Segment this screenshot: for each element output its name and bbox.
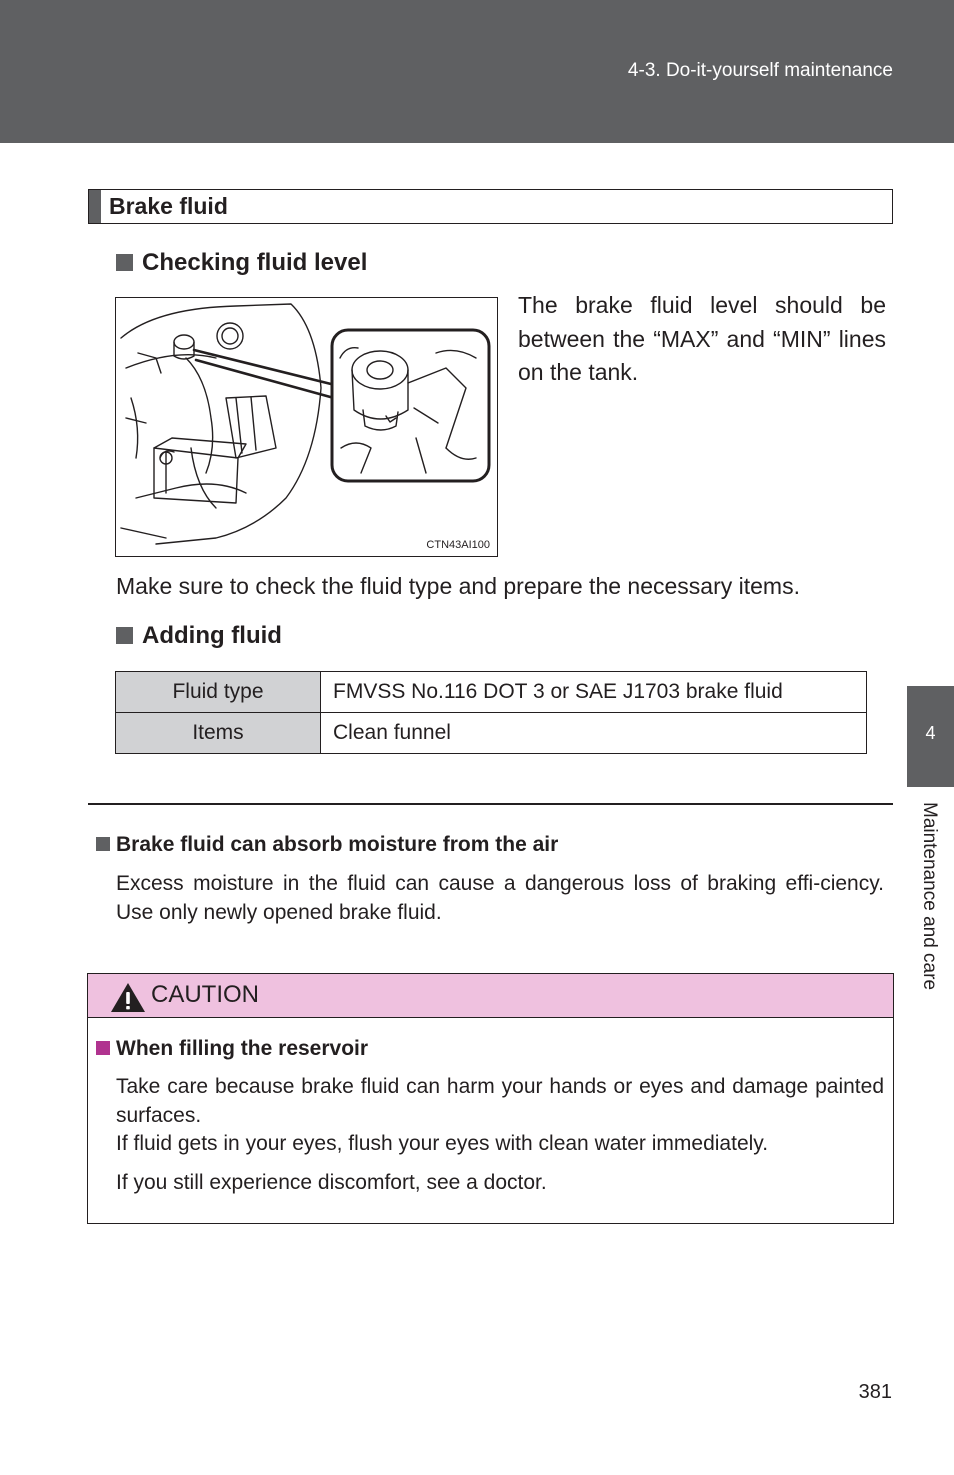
checking-heading-text: Checking fluid level xyxy=(142,249,368,276)
caution-subheading-text: When filling the reservoir xyxy=(116,1037,369,1060)
checking-heading xyxy=(116,249,367,277)
row-label: Fluid type xyxy=(116,672,321,713)
adding-heading xyxy=(116,622,282,650)
note-heading-text: Brake fluid can absorb moisture from the air xyxy=(116,833,559,856)
brake-fluid-reservoir-illustration xyxy=(115,297,498,557)
caution-subheading xyxy=(96,1037,368,1061)
adding-heading-text: Adding fluid xyxy=(142,622,282,649)
chapter-title: 4-3. Do-it-yourself maintenance xyxy=(627,60,893,81)
note-heading xyxy=(96,833,558,857)
note-body: Excess moisture in the fluid can cause a dangerous loss of braking effi-ciency. Use only newly opened brake fluid. xyxy=(116,872,884,924)
chapter-tab xyxy=(907,686,954,787)
table-row xyxy=(116,713,867,754)
caution-line: If you still experience discomfort, see a doctor. xyxy=(116,1170,547,1194)
header-band xyxy=(0,0,954,143)
engine-bay-drawing xyxy=(116,298,497,556)
row-value: Clean funnel xyxy=(321,713,867,754)
square-bullet-icon xyxy=(116,627,133,644)
warning-triangle-icon xyxy=(110,982,146,1013)
square-bullet-icon xyxy=(116,254,133,271)
table-row xyxy=(116,672,867,713)
row-label: Items xyxy=(116,713,321,754)
chapter-number: 4 xyxy=(925,723,936,743)
square-bullet-icon xyxy=(96,837,110,851)
divider xyxy=(88,803,893,805)
section-title-bar xyxy=(88,189,893,224)
caution-header xyxy=(88,974,893,1018)
fluid-level-description: The brake fluid level should be between the “MAX” and “MIN” lines on the tank. xyxy=(518,292,886,385)
fluid-spec-table xyxy=(115,671,867,754)
section-bar-accent xyxy=(89,190,101,223)
row-value: FMVSS No.116 DOT 3 or SAE J1703 brake fluid xyxy=(321,672,867,713)
caution-line: Take care because brake fluid can harm your hands or eyes and damage painted surfaces. xyxy=(116,1075,884,1127)
figure-code: CTN43AI100 xyxy=(426,539,490,551)
section-title: Brake fluid xyxy=(109,193,228,219)
caution-line: If fluid gets in your eyes, flush your eyes with clean water immediately. xyxy=(116,1132,769,1155)
prep-instruction: Make sure to check the fluid type and prepare the necessary items. xyxy=(116,573,800,599)
square-bullet-icon xyxy=(96,1041,110,1055)
page-number: 381 xyxy=(858,1381,892,1403)
caution-body xyxy=(116,1073,884,1197)
caution-box xyxy=(87,973,894,1224)
caution-title: CAUTION xyxy=(151,981,259,1008)
chapter-side-label: Maintenance and care xyxy=(919,802,940,991)
